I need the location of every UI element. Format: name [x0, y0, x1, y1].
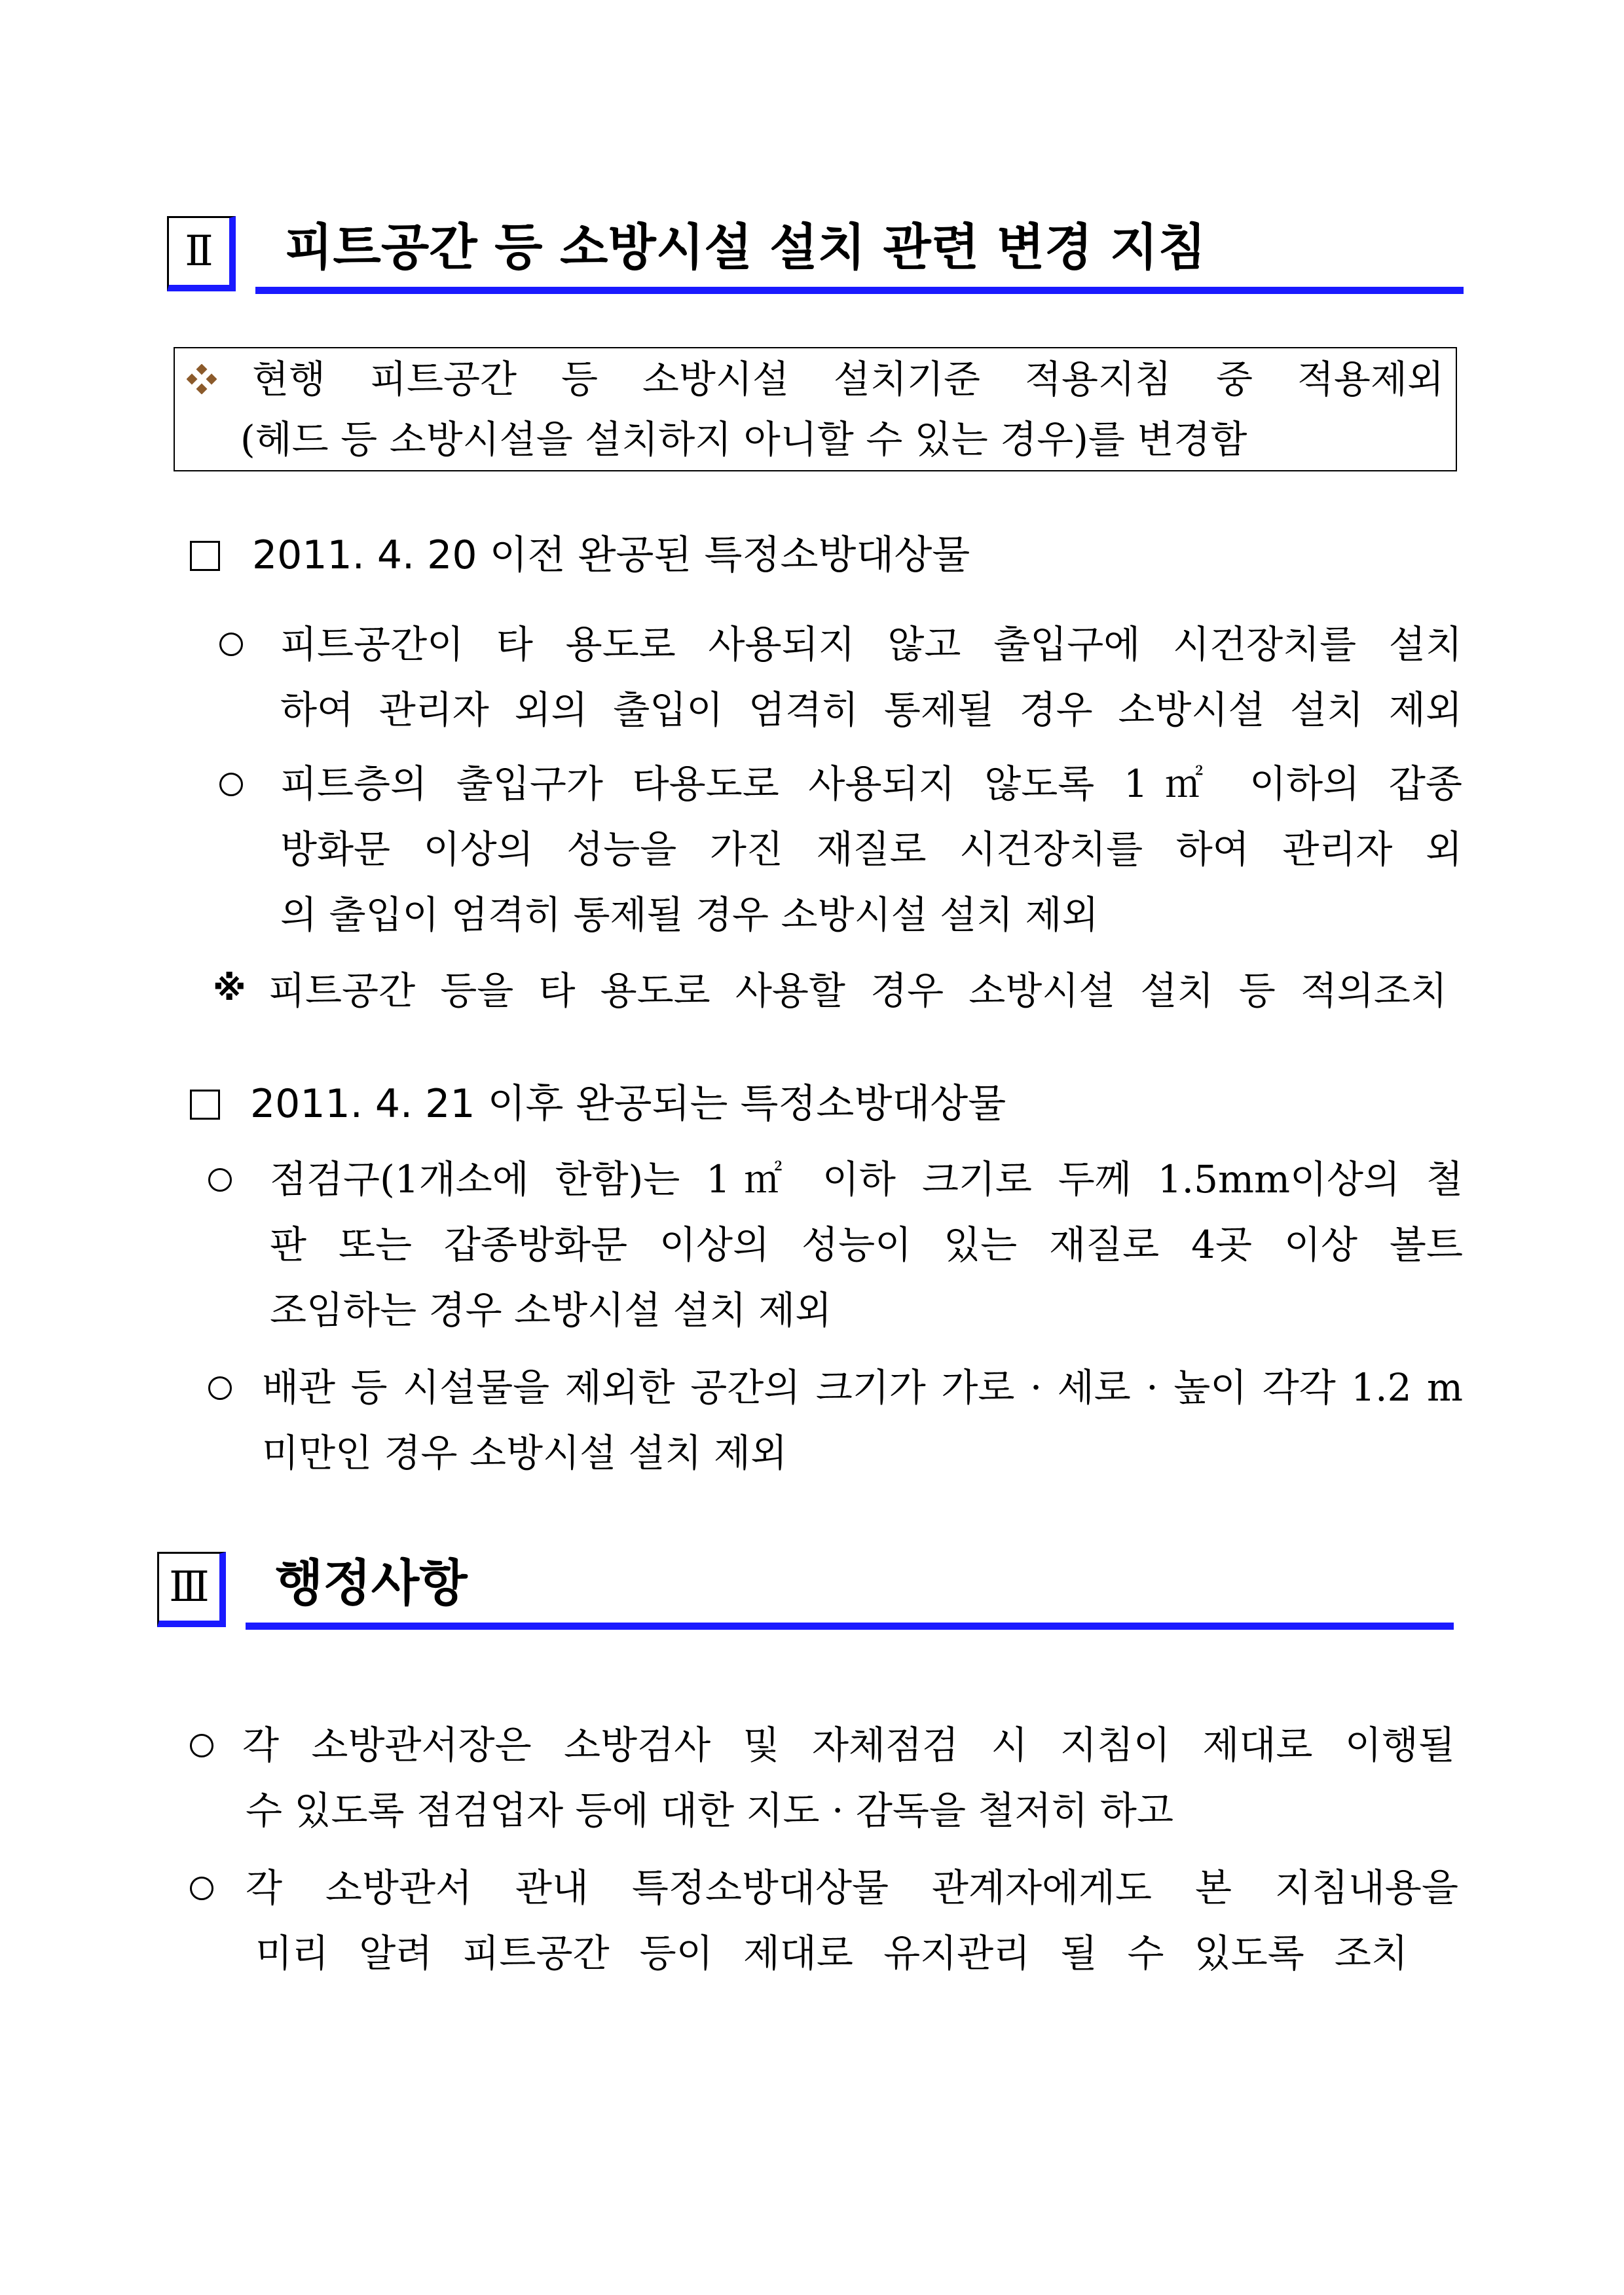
summary-box	[174, 347, 1457, 471]
circle-bullet-icon	[208, 1376, 232, 1400]
section-3-item-1-line-1: 각 소방관서장은 소방검사 및 자체점검 시 지침이 제대로 이행될	[242, 1723, 1455, 1767]
section-3-item-2-line-2: 미리 알려 피트공간 등이 제대로 유지관리 될 수 있도록 조치	[255, 1931, 1408, 1975]
section-2-title: 피트공간 등 소방시설 설치 관련 변경 지침	[285, 218, 1206, 276]
group-1-item-1-line-1: 피트공간이 타 용도로 사용되지 않고 출입구에 시건장치를 설치	[280, 622, 1462, 667]
group-1-heading: 2011. 4. 20 이전 완공된 특정소방대상물	[252, 532, 970, 578]
circle-bullet-icon	[190, 1877, 213, 1900]
checkbox-square-icon	[190, 541, 220, 571]
summary-line-1: 현행 피트공간 등 소방시설 설치기준 적용지침 중 적용제외	[252, 357, 1444, 401]
section-2-numeral-box	[167, 216, 236, 291]
diamond-bullet-icon	[187, 364, 217, 394]
circle-bullet-icon	[190, 1734, 213, 1757]
section-3-rule	[246, 1623, 1454, 1630]
circle-bullet-icon	[219, 633, 243, 656]
group-1-note: 피트공간 등을 타 용도로 사용할 경우 소방시설 설치 등 적의조치	[268, 968, 1447, 1013]
group-2-heading: 2011. 4. 21 이후 완공되는 특정소방대상물	[250, 1081, 1006, 1127]
section-3-numeral: Ⅲ	[169, 1563, 210, 1611]
group-1-item-2-line-1: 피트층의 출입구가 타용도로 사용되지 않도록 1㎡ 이하의 갑종	[280, 762, 1462, 806]
section-3-header	[157, 1552, 1454, 1637]
group-2-item-2-line-1: 배관 등 시설물을 제외한 공간의 크기가 가로 · 세로 · 높이 각각 1.2 m	[262, 1365, 1463, 1410]
group-2-item-1-line-2: 판 또는 갑종방화문 이상의 성능이 있는 재질로 4곳 이상 볼트	[270, 1222, 1463, 1267]
section-3-item-2-line-1: 각 소방관서 관내 특정소방대상물 관계자에게도 본 지침내용을	[246, 1865, 1458, 1910]
reference-mark-icon: ※	[213, 969, 246, 1008]
section-3-item-1-line-2: 수 있도록 점검업자 등에 대한 지도 · 감독을 철저히 하고	[246, 1788, 1173, 1833]
group-2-item-2-line-2: 미만인 경우 소방시설 설치 제외	[262, 1431, 788, 1475]
section-3-title: 행정사항	[275, 1554, 468, 1612]
section-2-rule	[255, 287, 1464, 294]
group-1-item-2-line-3: 의 출입이 엄격히 통제될 경우 소방시설 설치 제외	[280, 892, 1099, 937]
checkbox-square-icon	[190, 1090, 220, 1120]
group-1-item-2-line-2: 방화문 이상의 성능을 가진 재질로 시건장치를 하여 관리자 외	[280, 827, 1462, 872]
group-2-item-1-line-1: 점검구(1개소에 한함)는 1㎡ 이하 크기로 두께 1.5mm이상의 철	[270, 1157, 1463, 1202]
group-1-item-1-line-2: 하여 관리자 외의 출입이 엄격히 통제될 경우 소방시설 설치 제외	[280, 688, 1462, 732]
group-2-item-1-line-3: 조임하는 경우 소방시설 설치 제외	[270, 1288, 832, 1332]
section-2-header	[167, 216, 1464, 301]
circle-bullet-icon	[208, 1168, 232, 1192]
section-2-numeral: Ⅱ	[185, 227, 213, 276]
circle-bullet-icon	[219, 773, 243, 796]
section-3-numeral-box	[157, 1552, 226, 1627]
summary-line-2: (헤드 등 소방시설을 설치하지 아니할 수 있는 경우)를 변경함	[240, 417, 1247, 462]
